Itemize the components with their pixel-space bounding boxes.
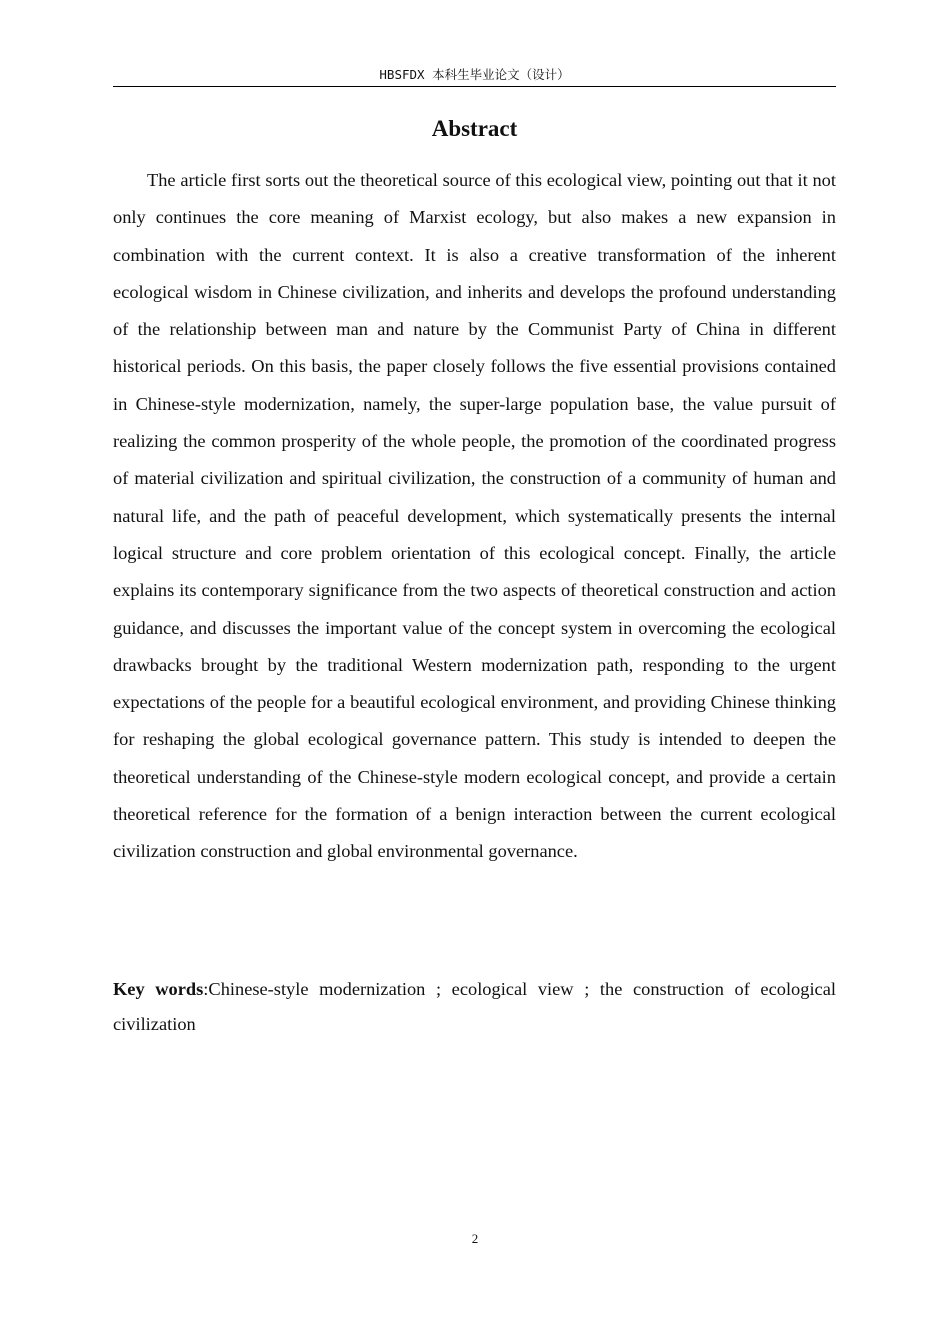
keywords-text: Chinese-style modernization ; ecological view ; the construction of ecological civilization (113, 979, 836, 1034)
keywords-label: Key words (113, 979, 204, 999)
page-header (113, 66, 836, 87)
header-text: HBSFDX 本科生毕业论文（设计） (379, 67, 570, 82)
abstract-title: Abstract (431, 116, 518, 141)
keywords-line (113, 972, 836, 1042)
keywords-separator: : (203, 979, 209, 999)
page-number: 2 (471, 1231, 479, 1246)
abstract-body: The article first sorts out the theoretical source of this ecological view, pointing out that it not only continues the core meaning of Marxist ecology, but also makes a new expansion in combination with the current context. It is also a creative transformation of the inherent ecological wisdom in Chinese civilization, and inherits and develops the profound understanding of the relationship between man and nature by the Communist Party of China in different historical periods. On this basis, the paper closely follows the five essential provisions contained in Chinese-style modernization, namely, the super-large population base, the value pursuit of realizing the common prosperity of the whole people, the promotion of the coordinated progress of material civilization and spiritual civilization, the construction of a community of human and natural life, and the path of peaceful development, which systematically presents the internal logical structure and core problem orientation of this ecological concept. Finally, the article explains its contemporary significance from the two aspects of theoretical construction and action guidance, and discusses the important value of the concept system in overcoming the ecological drawbacks brought by the traditional Western modernization path, responding to the urgent expectations of the people for a beautiful ecological environment, and providing Chinese thinking for reshaping the global ecological governance pattern. This study is intended to deepen the theoretical understanding of the Chinese-style modern ecological concept, and provide a certain theoretical reference for the formation of a benign interaction between the current ecological civilization construction and global environmental governance. (113, 170, 836, 862)
